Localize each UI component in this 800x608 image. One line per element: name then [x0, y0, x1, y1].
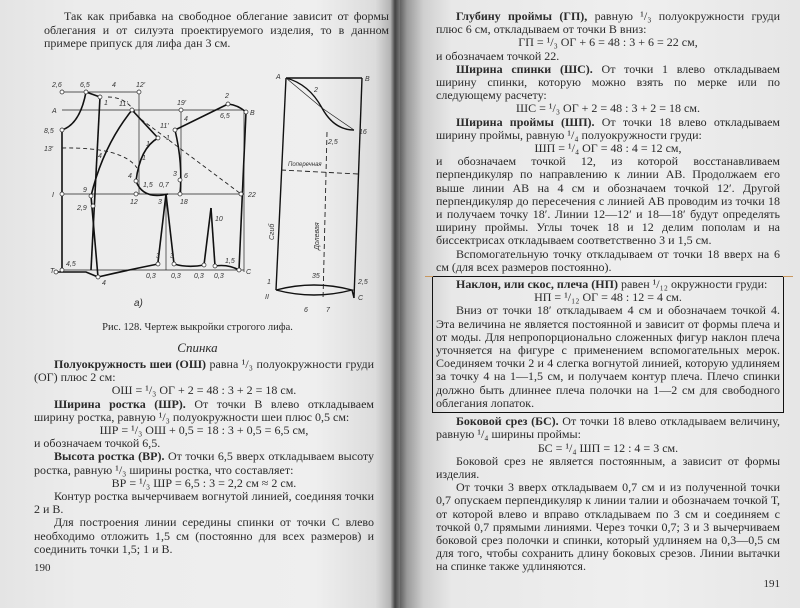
paragraph-shoulder-detail: Вниз от точки 18′ откладываем 4 см и обозначаем точкой 4. Эта величина не является постоянной и зависит от формы плеча и от моды. Для непропорционально сложенных фигур наклон плеча уточняется на фигуре с применением вспомогательных мерок. Соединяем точки 2 и 4 слегка вогнутой линией, которую удлиняем за точку 4 на 1—1,5 см, и получаем контур плеча. Плечо спинки должно быть длиннее плеча полочки на 1—2 см для свободного облегания лопаток.: [436, 303, 780, 410]
sleeve-label: 35: [312, 273, 320, 280]
point-label: 4: [102, 280, 106, 287]
point-label: 1: [104, 100, 108, 107]
sleeve-label: 7: [326, 307, 330, 314]
page-number-right: 191: [763, 577, 780, 590]
sleeve-label: 2: [314, 87, 318, 94]
point-label: 0,7: [159, 182, 169, 189]
point-label: 0,3: [171, 273, 181, 280]
paragraph-text: От точки В влево откладываем ширину ростка, равную ¹/₃ полуокружности шеи плюс 0,5 см:: [34, 396, 374, 424]
paragraph-side-seam: [436, 415, 780, 441]
paragraph-back-width: [436, 63, 780, 103]
sleeve-label: 2,5: [328, 139, 338, 146]
paragraph-text: От точки 18 влево откладываем величину, равную ¹/₄ ширины проймы:: [436, 414, 780, 442]
sleeve-label: II: [265, 294, 269, 301]
point-label: 1,5: [225, 258, 235, 265]
point-label: 0,3: [146, 273, 156, 280]
sleeve-label: Сгиб: [269, 223, 276, 240]
sleeve-label: А: [276, 74, 281, 81]
point-label: 6,5: [80, 82, 90, 89]
point-label: 4: [98, 153, 102, 160]
point-label: 11': [160, 123, 169, 130]
formula-width: ШР = ¹/₃ ОШ + 0,5 = 18 : 3 + 0,5 = 6,5 см,: [99, 423, 309, 438]
sleeve-label: В: [365, 76, 370, 83]
point-label: 2,6: [52, 82, 62, 89]
paragraph-contour: Контур ростка вычерчиваем вогнутой линией, соединяя точки 2 и В.: [34, 489, 374, 517]
formula-height: ВР = ¹/₃ ШР = 6,5 : 3 = 2,2 см ≈ 2 см.: [111, 475, 297, 490]
point-label: 12': [136, 82, 146, 89]
point-label: 18: [180, 199, 188, 206]
point-label: 19': [177, 100, 187, 107]
paragraph-armhole-depth: [436, 10, 780, 36]
figure-label-a: а): [134, 298, 143, 309]
point-label: 4: [112, 82, 116, 89]
point-label: 4: [128, 173, 132, 180]
paragraph-plain: и обозначаем точкой 22.: [436, 48, 560, 63]
paragraph-aux-point: Вспомогательную точку откладываем от точки 18 вверх на 6 см (для всех размеров постоянно).: [436, 246, 780, 274]
section-title: Спинка: [177, 340, 218, 355]
sleeve-label: С: [358, 295, 364, 302]
right-body: [436, 10, 780, 590]
term-back-width: Ширина спинки (ШС).: [456, 61, 593, 76]
point-label: 13': [44, 146, 54, 153]
point-label: Т: [50, 268, 55, 275]
term-neck: Полуокружность шеи (ОШ): [54, 357, 206, 371]
sleeve-label: 1: [267, 279, 271, 286]
term-armhole-width: Ширина проймы (ШП).: [456, 114, 595, 129]
paragraph-text: От точки 1 влево откладываем ширину спинки, которую можно взять по мерке или по следующему расчету:: [436, 61, 780, 103]
bracket-tick: [425, 276, 433, 277]
sleeve-label: Долевая: [314, 222, 321, 250]
formula-neck: ОШ = ¹/₃ ОГ + 2 = 48 : 3 + 2 = 18 см.: [111, 383, 297, 398]
point-label: В: [250, 110, 255, 117]
paragraph-text: От точки 6,5 вверх откладываем высоту ростка, равную ¹/₃ ширины ростка, что составляет:: [34, 449, 374, 477]
bodice-drawing: [22, 66, 262, 316]
page-number-left: 190: [34, 562, 51, 575]
point-label: 2: [225, 93, 229, 100]
term-height: Высота ростка (ВР).: [54, 449, 165, 464]
paragraph-plain: и обозначаем точкой 6,5.: [34, 436, 161, 451]
point-label: 3: [156, 253, 160, 260]
sleeve-drawing-svg: [264, 70, 388, 320]
intro-paragraph: [44, 10, 389, 51]
sleeve-drawing: [264, 70, 388, 320]
term-armhole-depth: Глубину проймы (ГП),: [456, 9, 588, 23]
paragraph-side-seam-note: Боковой срез не является постоянным, а зависит от формы изделия.: [436, 453, 780, 481]
formula-armhole-depth: ГП = ¹/₃ ОГ + 6 = 48 : 3 + 6 = 22 см,: [518, 35, 698, 50]
formula-armhole-width: ШП = ¹/₄ ОГ = 48 : 4 = 12 см,: [534, 141, 682, 156]
bracket-tick: [783, 276, 793, 277]
paragraph-center-line: Для построения линии середины спинки от точки С влево необходимо отложить 1,5 см (постоянно для всех размеров) и соединить точки 1,5; 1 и В.: [34, 515, 374, 556]
paragraph-text: равную ¹/₃ полуокружности груди плюс 6 см, откладываем от точки В вниз:: [436, 9, 780, 37]
paragraph-text: От точки 18 влево откладываем ширину проймы, равную ¹/₄ полуокружности груди:: [436, 114, 780, 142]
sleeve-label: 2,5: [358, 279, 368, 286]
term-side-seam: Боковой срез (БС).: [456, 414, 559, 429]
paragraph-dart: От точки 3 вверх откладываем 0,7 см и из полученной точки 0,7 опускаем перпендикуляр к линии талии и обозначаем точкой Т, от которой влево и вправо откладываем по 3 см и соединяем с точкой 0,7 прямыми линиями. Через точки 0,7; 3 и 3 вычерчиваем боковой срез полочки и спинки, который удлиняем на 0,3—0,5 см для того, чтобы сохранить длину боковых срезов. Линии вытачки на спинке также удлиняются.: [436, 480, 780, 574]
book-gutter: [390, 0, 400, 608]
point-label: 8,5: [44, 128, 54, 135]
paragraph-armhole-width: [436, 116, 780, 142]
point-label: 12: [130, 199, 138, 206]
point-label: 6,5: [220, 113, 230, 120]
point-label: 0,3: [194, 273, 204, 280]
term-width: Ширина ростка (ШР).: [54, 396, 186, 411]
point-label: С: [246, 269, 252, 276]
formula-shoulder-slope: НП = ¹/₁₂ ОГ = 48 : 12 = 4 см.: [534, 290, 682, 305]
point-label: 3: [170, 253, 174, 260]
point-label: 11': [119, 101, 128, 108]
point-label: 10: [215, 216, 223, 223]
point-label: 4,5: [66, 261, 76, 268]
point-label: 1: [146, 141, 150, 148]
point-label: I: [52, 192, 54, 199]
point-label: 3: [173, 171, 177, 178]
point-label: 0,3: [214, 273, 224, 280]
point-label: 6: [184, 173, 188, 180]
formula-back-width: ШС = ¹/₃ ОГ + 2 = 48 : 3 + 2 = 18 см.: [516, 101, 700, 116]
bodice-drawing-svg: [22, 66, 262, 316]
paragraph-text: равна ¹/₃ полуокружности груди (ОГ) плюс 2 см:: [34, 357, 374, 385]
paragraph-text: равен ¹/₁₂ окружности груди:: [617, 277, 768, 292]
point-label: 3: [158, 199, 162, 206]
intro-text: Так как прибавка на свободное облегание зависит от формы облегания и от силуэта проектируемого изделия, то в данном примере припуск для лифа дан 3 см.: [44, 9, 389, 51]
bodice-point-labels: [44, 82, 256, 287]
left-body: [34, 358, 374, 574]
point-label: 9: [83, 187, 87, 194]
formula-side-seam: БС = ¹/₄ ШП = 12 : 4 = 3 см.: [537, 440, 679, 455]
sleeve-label: 16: [359, 129, 367, 136]
paragraph-height: [34, 450, 374, 476]
point-label: А: [52, 108, 57, 115]
sleeve-label: 6: [304, 307, 308, 314]
point-label: 4: [184, 116, 188, 123]
highlight-box: [432, 276, 784, 413]
point-label: 1: [166, 135, 170, 142]
figure-caption: Рис. 128. Чертеж выкройки строгого лифа.: [102, 322, 293, 333]
point-label: 2,9: [77, 205, 87, 212]
point-label: 22: [248, 192, 256, 199]
paragraph-neck: [34, 358, 374, 384]
paragraph-width: [34, 398, 374, 424]
paragraph-perpendicular: и обозначаем точкой 12, из которой восстанавливаем перпендикуляр по направлению к линии АВ. Продолжаем его выше линии АВ на 4 см и обозначаем точкой 12′. Другой перпендикуляр до пересечения с линией АВ проводим из точки 18 и получаем точку 18′. Линии 12—12′ и 18—18′ будут определять ширину проймы. Углы точек 18 и 12 делим пополам и на биссектрисах откладываем соответственно 3 и 1,5 см.: [436, 154, 780, 248]
term-shoulder-slope: Наклон, или скос, плеча (НП): [456, 277, 618, 292]
sleeve-label: Поперечная: [288, 162, 322, 168]
point-label: 1: [142, 155, 146, 162]
point-label: 1,5: [143, 182, 153, 189]
